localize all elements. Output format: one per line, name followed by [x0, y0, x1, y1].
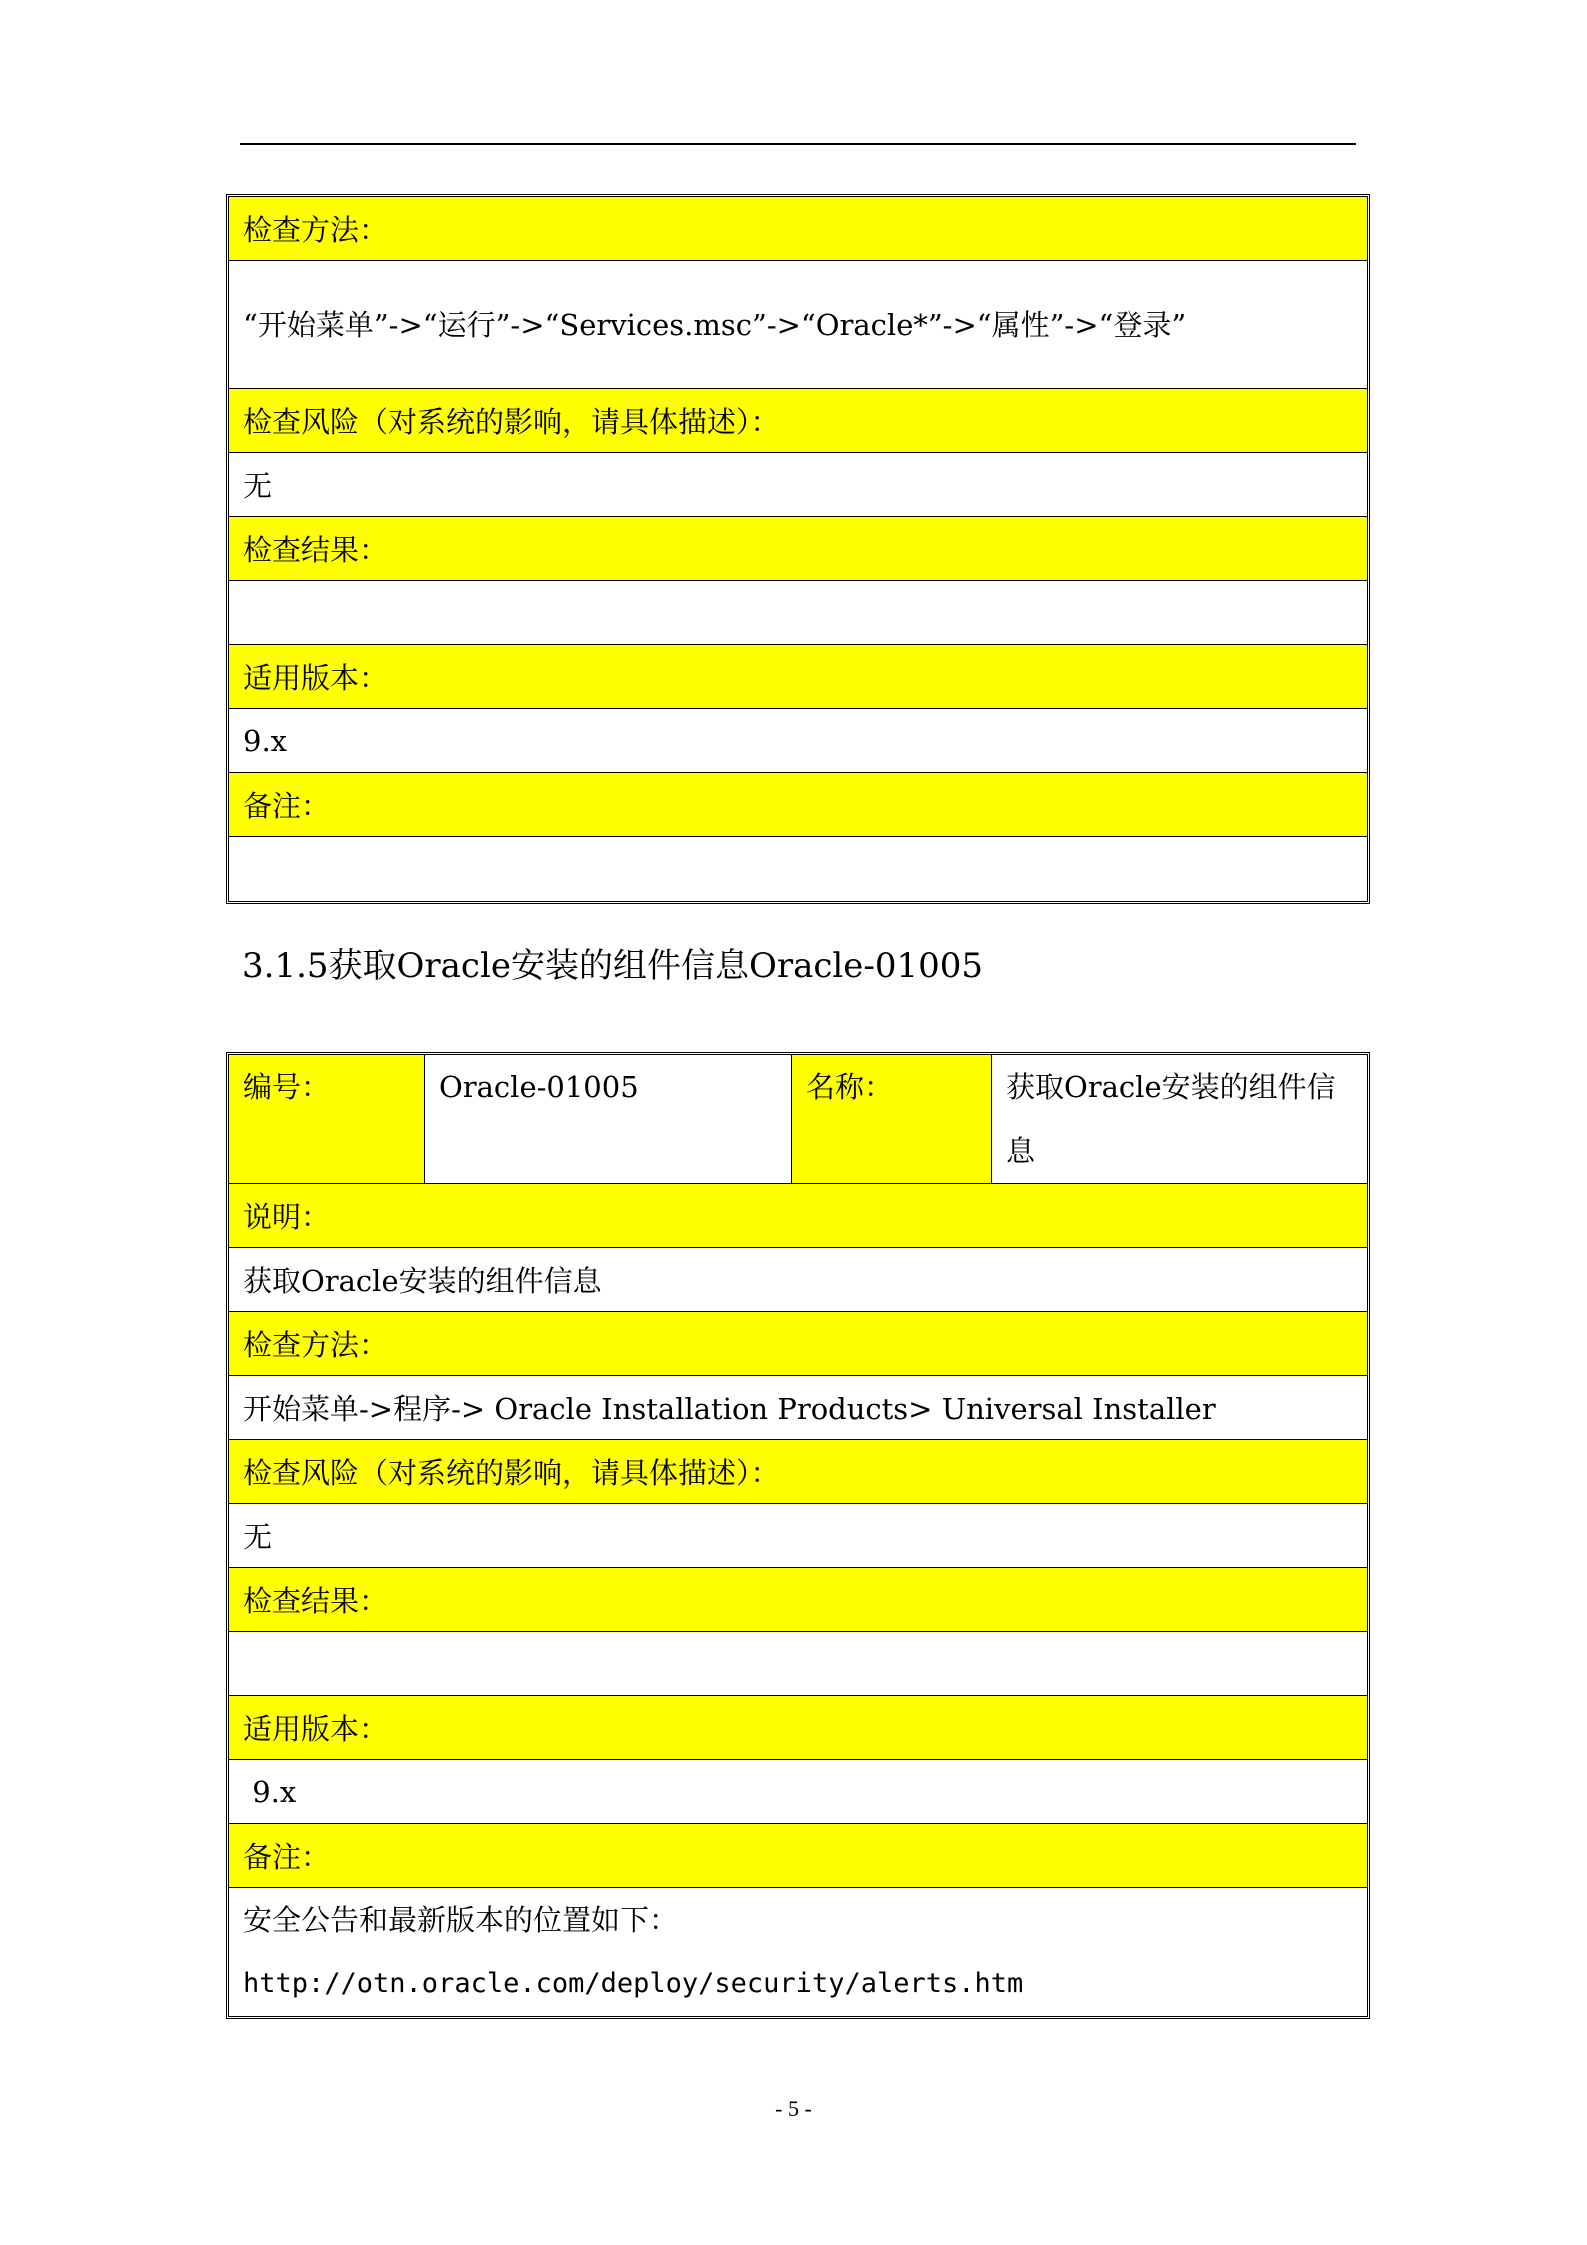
label-remarks	[229, 1824, 1367, 1888]
check-table-oracle-01005	[226, 1052, 1370, 2019]
value-check-result	[229, 581, 1367, 645]
label-text: 检查风险（对系统的影响，请具体描述）：	[243, 405, 780, 439]
value-version	[229, 709, 1367, 773]
value-text: 9.x	[243, 1774, 297, 1809]
label-version	[229, 645, 1367, 709]
header-rule	[240, 143, 1356, 145]
value-remarks	[229, 837, 1367, 901]
section-heading: 3.1.5获取Oracle安装的组件信息Oracle-01005	[242, 946, 984, 986]
check-table-previous	[226, 194, 1370, 904]
label-check-risk	[229, 1440, 1367, 1504]
label-text: 检查结果：	[243, 1584, 389, 1618]
label-version	[229, 1696, 1367, 1760]
label-text: 适用版本：	[243, 661, 389, 695]
value-check-risk	[229, 1504, 1367, 1568]
value-text: “开始菜单”->“运行”->“Services.msc”->“Oracle*”->“属性”->“登录”	[243, 307, 1187, 342]
id-label: 编号：	[229, 1055, 425, 1183]
label-remarks	[229, 773, 1367, 837]
value-text: 无	[243, 1520, 273, 1554]
value-text: 9.x	[243, 723, 288, 758]
label-check-method	[229, 197, 1367, 261]
value-text: 开始菜单->程序-> Oracle Installation Products> Universal Installer	[243, 1392, 1216, 1426]
page-number: - 5 -	[775, 2096, 812, 2121]
value-check-result	[229, 1632, 1367, 1696]
id-name-row	[229, 1055, 1367, 1184]
label-check-method	[229, 1312, 1367, 1376]
value-text: 无	[243, 469, 273, 503]
label-text: 检查方法：	[243, 213, 389, 247]
value-check-risk	[229, 453, 1367, 517]
label-text: 备注：	[243, 1840, 331, 1874]
value-check-method	[229, 1376, 1367, 1440]
value-remarks	[229, 1888, 1367, 2016]
security-alerts-url[interactable]: http://otn.oracle.com/deploy/security/alerts.htm	[243, 1968, 1024, 1999]
label-text: 检查方法：	[243, 1328, 389, 1362]
label-description	[229, 1184, 1367, 1248]
label-text: 检查结果：	[243, 533, 389, 567]
value-check-method	[229, 261, 1367, 389]
label-check-result	[229, 517, 1367, 581]
label-text: 适用版本：	[243, 1712, 389, 1746]
label-text: 说明：	[243, 1200, 331, 1234]
value-description	[229, 1248, 1367, 1312]
label-check-result	[229, 1568, 1367, 1632]
remarks-text: 安全公告和最新版本的位置如下：	[243, 1903, 679, 1937]
name-label: 名称：	[792, 1055, 992, 1183]
value-version	[229, 1760, 1367, 1824]
value-text: 获取Oracle安装的组件信息	[243, 1264, 602, 1298]
label-text: 备注：	[243, 789, 331, 823]
id-value: Oracle-01005	[425, 1055, 792, 1183]
label-text: 检查风险（对系统的影响，请具体描述）：	[243, 1456, 780, 1490]
name-value: 获取Oracle安装的组件信息	[1006, 1070, 1336, 1168]
label-check-risk	[229, 389, 1367, 453]
